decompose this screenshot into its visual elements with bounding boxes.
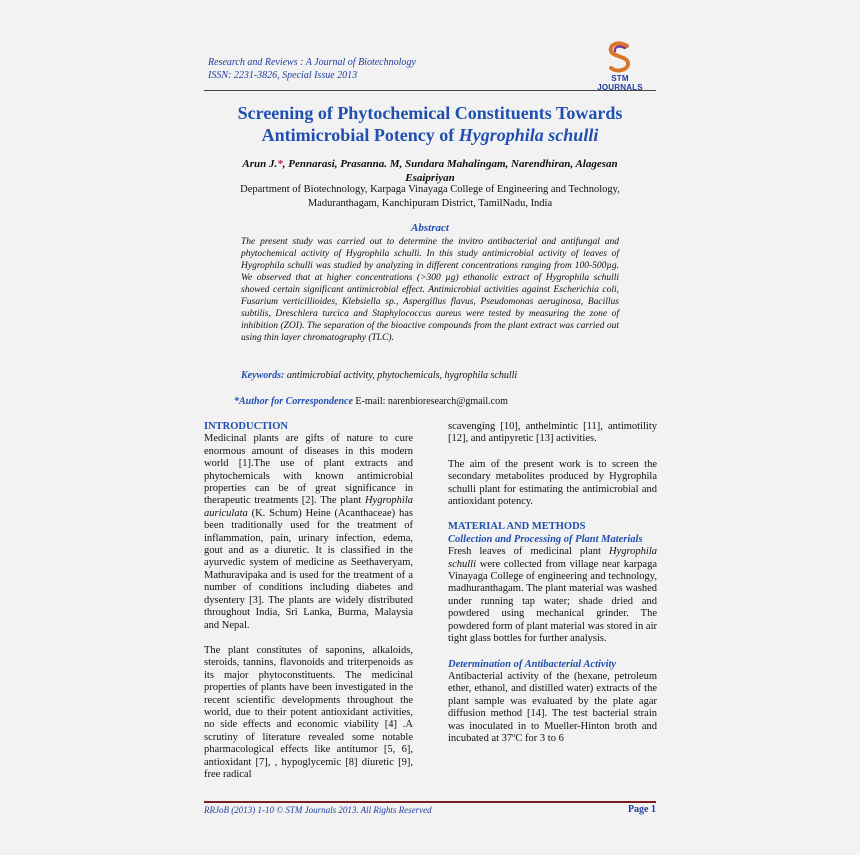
paragraph-gap — [448, 646, 657, 659]
stm-journals-logo — [588, 40, 652, 90]
methods-heading: MATERIAL AND METHODS — [448, 521, 586, 533]
title-line-1: Screening of Phytochemical Constituents Towards — [237, 103, 623, 123]
left-column — [204, 421, 413, 781]
page-number: Page 1 — [627, 804, 656, 815]
intro-p1-species: Hygrophila auriculata — [204, 495, 413, 519]
journal-name: Research and Reviews : A Journal of Biotechnology — [208, 57, 416, 68]
correspondence — [234, 395, 634, 408]
collection-paragraph — [448, 546, 657, 645]
stm-swirl-icon — [605, 40, 635, 74]
affiliation-line-1: Department of Biotechnology, Karpaga Vinayaga College of Engineering and Technology, — [240, 184, 620, 195]
collection-species: Hygrophila schulli — [448, 546, 657, 570]
first-author: Arun J. — [242, 158, 278, 170]
corresponding-star: * — [277, 158, 283, 170]
header-rule — [204, 90, 656, 91]
antibacterial-paragraph: Antibacterial activity of the (hexane, petroleum ether, ethanol, and distilled water) extracts of the plant sample was evaluated by the plate agar diffusion method [14]. The test bacterial strain was inoculated in to Mueller-Hinton broth and incubated at 37ºC for 3 to 6 — [448, 670, 657, 744]
paragraph-gap — [448, 446, 657, 459]
introduction-heading: INTRODUCTION — [204, 421, 289, 432]
collection-text-b: were collected from village near karpaga Vinayaga College of engineering and technology, madhuranthagam. The plant material was washed under running tap water; shade dried and powdered using mechanical grinder. The powdered form of plant material was stored in air tight glass bottles for further analysis. — [448, 558, 657, 645]
keywords — [241, 369, 619, 382]
keywords-label: Keywords: — [241, 370, 285, 381]
collection-heading: Collection and Processing of Plant Materials — [448, 533, 643, 545]
journal-issn: ISSN: 2231-3826, Special Issue 2013 — [208, 70, 358, 81]
intro-paragraph-2: The plant constitutes of saponins, alkaloids, steroids, tannins, flavonoids and triterpenoids as its major phytoconstituents. The medicinal properties of plants have been investigated in the recent scientific developments throughout the world, due to their potent antioxidant activities, no side effects and economic viability [4] .A scrutiny of literature revealed some notable pharmacological effects like antitumor [5, 6], antioxidant [7], , hypoglycemic [8] diuretic [9], free radical — [204, 644, 413, 780]
intro-p1-text-b: (K. Schum) Heine (Acanthaceae) has been traditionally used for the treatment of inflammation, pain, urinary infection, edema, gout and as a diuretic. It is classified in the ayurvedic system of medicine as Seethaveryam, Mathuravipaka and is used for the treatment of a number of conditions including diabetes and dysentery [3]. The plants are widely distributed throughout India, Sri Lanka, Burma, Malaysia and Nepal. — [204, 507, 413, 631]
title-species: Hygrophila schulli — [458, 125, 599, 145]
affiliation-line-2: Maduranthagam, Kanchipuram District, TamilNadu, India — [307, 198, 553, 209]
logo-text: STM JOURNALS — [597, 74, 643, 92]
keywords-text: antimicrobial activity, phytochemicals, hygrophila schulli — [284, 370, 518, 381]
paragraph-gap — [448, 508, 657, 521]
author-list — [220, 157, 640, 185]
continued-paragraph: scavenging [10], anthelmintic [11], antimotility [12], and antipyretic [13] activities. — [448, 421, 657, 445]
email-link[interactable]: narenbioresearch@gmail.com — [387, 396, 508, 407]
co-authors: , Pennarasi, Prasanna. M, Sundara Mahalingam, Narendhiran, Alagesan Esaipriyan — [282, 158, 618, 184]
abstract-heading: Abstract — [411, 222, 449, 234]
right-column — [448, 421, 657, 745]
title-prefix: Antimicrobial Potency of — [261, 125, 459, 145]
footer-copyright: RRJoB (2013) 1-10 © STM Journals 2013. All Rights Reserved — [204, 805, 432, 815]
collection-text-a: Fresh leaves of medicinal plant — [448, 546, 609, 558]
title-line-2 — [204, 124, 656, 146]
intro-paragraph-1 — [204, 433, 413, 632]
abstract-text: The present study was carried out to determine the invitro antibacterial and antifungal and phytochemical activity of Hygrophila schulli. In this study antimicrobial activity of leaves of Hygrophila schulli was studied by analyzing in different concentrations ranging from 100-500µg. We observed that at higher concentrations (>300 µg) ethanolic extract of Hygrophila schulli showed certain significant antimicrobial effect. Antimicrobial activities against Escherichia coli, Fusarium verticillioides, Klebsiella sp., Aspergillus flavus, Pseudomonas aeruginosa, Bacillus subtilis, Dreschlera turcica and Staphylococcus aureus were tested by measuring the zone of inhibition (ZOI). The separation of the bioactive compounds from the plant extract was carried out using thin layer chromatography (TLC). — [241, 237, 619, 343]
intro-p1-text-a: Medicinal plants are gifts of nature to cure enormous amount of diseases in this modern world [1].The use of plant extracts and phytochemicals with known antimicrobial properties can be of great significance in therapeutic treatments [2]. The plant — [204, 433, 413, 507]
correspondence-label: *Author for Correspondence — [234, 396, 353, 407]
affiliation — [216, 183, 644, 211]
paragraph-gap — [204, 632, 413, 645]
aim-paragraph: The aim of the present work is to screen the secondary metabolites produced by Hygrophila schulli plant for estimating the antimicrobial and antioxidant potency. — [448, 458, 657, 508]
email-label: E-mail: — [352, 396, 388, 407]
antibacterial-heading: Determination of Antibacterial Activity — [448, 658, 617, 670]
journal-header — [208, 56, 416, 82]
paper-title — [204, 102, 656, 146]
footer-rule — [204, 801, 656, 803]
